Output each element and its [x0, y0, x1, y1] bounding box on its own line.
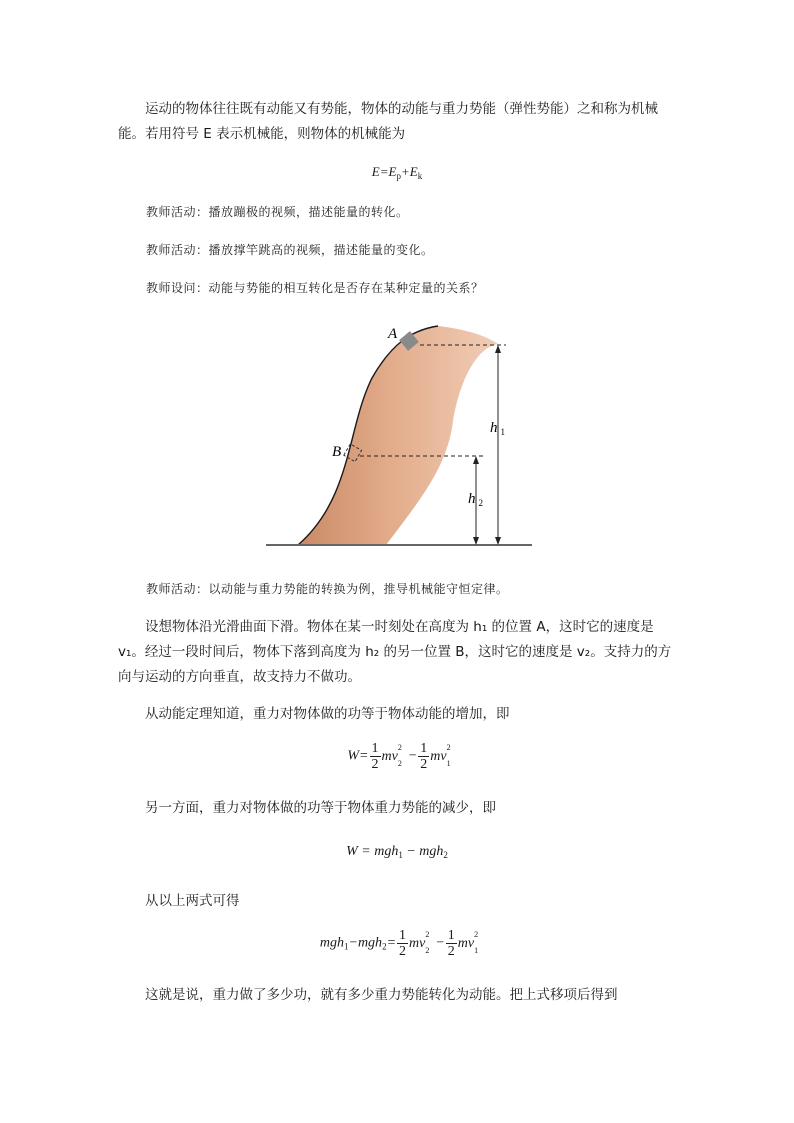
kinetic-work-equation: W= $\frac{1}{2}$ mv 2 2 − $\frac{1}{2}$ mv 2 1 [347, 741, 451, 772]
equation-text-group [0, 0, 1, 1]
label-b: B [332, 444, 342, 460]
combine-paragraph: 从以上两式可得 [145, 893, 240, 909]
conclusion-paragraph: 这就是说，重力做了多少功，就有多少重力势能转化为动能。把上式移项后得到 [145, 987, 618, 1003]
h1-arrow-head-top [495, 345, 501, 353]
label-a: A [388, 326, 398, 342]
h2-arrow-head-bottom [473, 537, 479, 545]
teacher-question: 教师设问：动能与势能的相互转化是否存在某种定量的关系？ [146, 281, 484, 295]
work-energy-paragraph: 从动能定理知道，重力对物体做的功等于物体动能的增加，即 [145, 706, 510, 722]
mechanical-energy-equation: $E=E_p+E_k$ [371, 164, 423, 181]
teacher-activity-3: 教师活动：以动能与重力势能的转换为例，推导机械能守恒定律。 [146, 582, 509, 596]
slide-figure [262, 318, 537, 553]
slide-description-paragraph: 设想物体沿光滑曲面下滑。物体在某一时刻处在高度为 h₁ 的位置 A，这时它的速度是 v₁。经过一段时间后，物体下落到高度为 h₂ 的另一位置 B，这时它的速度是 v₂。支持力的方向与运动的方向垂直，故支持力不做功。 [118, 619, 672, 685]
eq1-text [0, 0, 1, 1]
energy-conservation-equation: mgh$_1$−mgh$_2$= $\frac{1}{2}$ mv 2 2 − $\frac{1}{2}$ mv 2 1 [319, 928, 479, 959]
label-h1: h $_1$ [490, 420, 505, 437]
intro-paragraph: 运动的物体往往既有动能又有势能，物体的动能与重力势能（弹性势能）之和称为机械能。若用符号 E 表示机械能，则物体的机械能为 [118, 101, 658, 142]
teacher-activity-2: 教师活动：播放撑竿跳高的视频，描述能量的变化。 [146, 243, 434, 257]
label-h2: h $_2$ [468, 491, 483, 508]
potential-work-equation: W = mgh$_1$ − mgh$_2$ [346, 844, 448, 860]
slope-surface [298, 326, 498, 545]
potential-work-paragraph: 另一方面，重力对物体做的功等于物体重力势能的减少，即 [145, 800, 496, 816]
teacher-activity-1: 教师活动：播放蹦极的视频，描述能量的转化。 [146, 205, 409, 219]
h1-arrow-head-bottom [495, 537, 501, 545]
h2-arrow-head-top [473, 456, 479, 464]
